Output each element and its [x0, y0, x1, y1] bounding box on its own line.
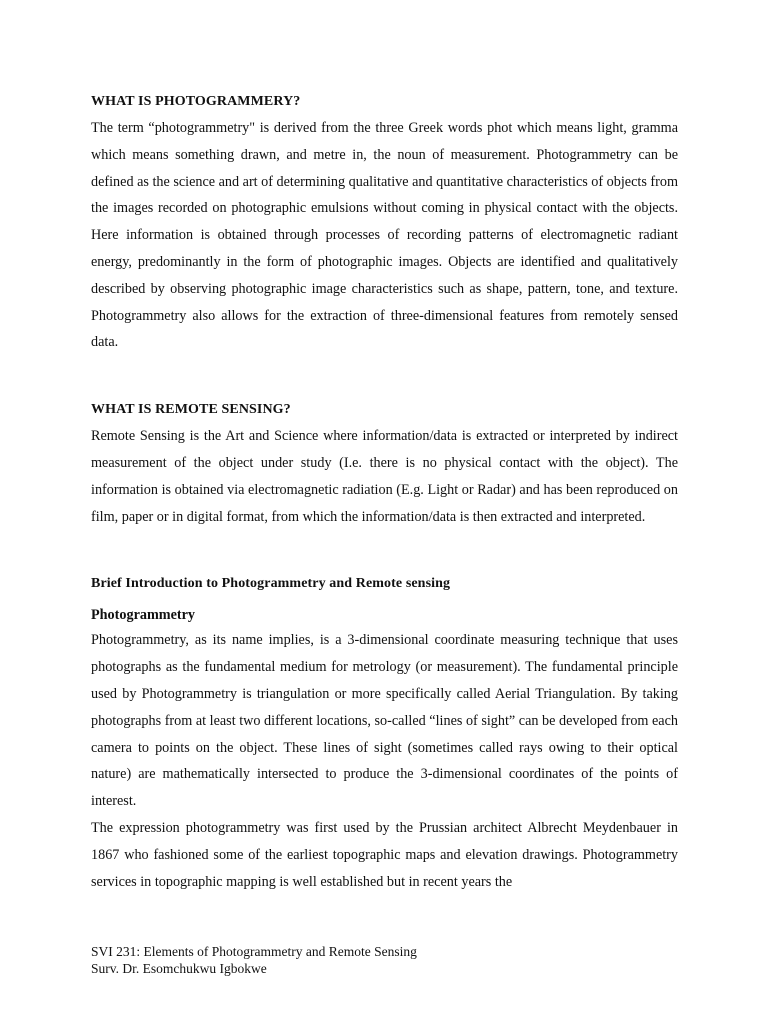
section-heading: WHAT IS REMOTE SENSING?	[91, 402, 291, 418]
section-heading: WHAT IS PHOTOGRAMMERY?	[91, 94, 301, 109]
section-heading: Brief Introduction to Photogrammetry and Remote sensing	[91, 576, 451, 592]
paragraph: Photogrammetry, as its name implies, is a 3-dimensional coordinate measuring technique that uses photographs as the fundamental medium for metrology (or measurement). The fundamental principle used by Photogrammetry is triangulation or more specifically called Aerial Triangulation. By taking photographs from at least two different locations, so-called “lines of sight” can be developed from each camera to points on the object. These lines of sight (sometimes called rays owing to their optical nature) are mathematically intersected to produce the 3-dimensional coordinates of the points of interest.	[91, 632, 678, 810]
section-remote-sensing-definition	[91, 397, 678, 530]
document-page	[91, 89, 678, 895]
footer-author: Surv. Dr. Esomchukwu Igbokwe	[91, 960, 267, 976]
paragraph: Remote Sensing is the Art and Science where information/data is extracted or interpreted by indirect measurement of the object under study (I.e. there is no physical contact with the object). The information is obtained via electromagnetic radiation (E.g. Light or Radar) and has been reproduced on film, paper or in digital format, from which the information/data is then extracted and interpreted.	[91, 428, 678, 525]
section-brief-introduction	[91, 571, 678, 895]
paragraph: The expression photogrammetry was first used by the Prussian architect Albrecht Meydenbauer in 1867 who fashioned some of the earliest topographic maps and elevation drawings. Photogrammetry services in topographic mapping is well established but in recent years the	[91, 819, 678, 890]
footer-course: SVI 231: Elements of Photogrammetry and Remote Sensing	[91, 944, 417, 959]
section-photogrammetry-definition	[91, 89, 678, 356]
subsection-heading: Photogrammetry	[91, 607, 196, 624]
paragraph: The term “photogrammetry" is derived from the three Greek words phot which means light, gramma which means something drawn, and metre in, the noun of measurement. Photogrammetry can be defined as the science and art of determining qualitative and quantitative characteristics of objects from the images recorded on photographic emulsions without coming in physical contact with the objects. Here information is obtained through processes of recording patterns of electromagnetic radiant energy, predominantly in the form of photographic images. Objects are identified and qualitatively described by observing photographic image characteristics such as shape, pattern, tone, and texture. Photogrammetry also allows for the extraction of three-dimensional features from remotely sensed data.	[91, 120, 678, 351]
page-footer	[91, 944, 417, 977]
